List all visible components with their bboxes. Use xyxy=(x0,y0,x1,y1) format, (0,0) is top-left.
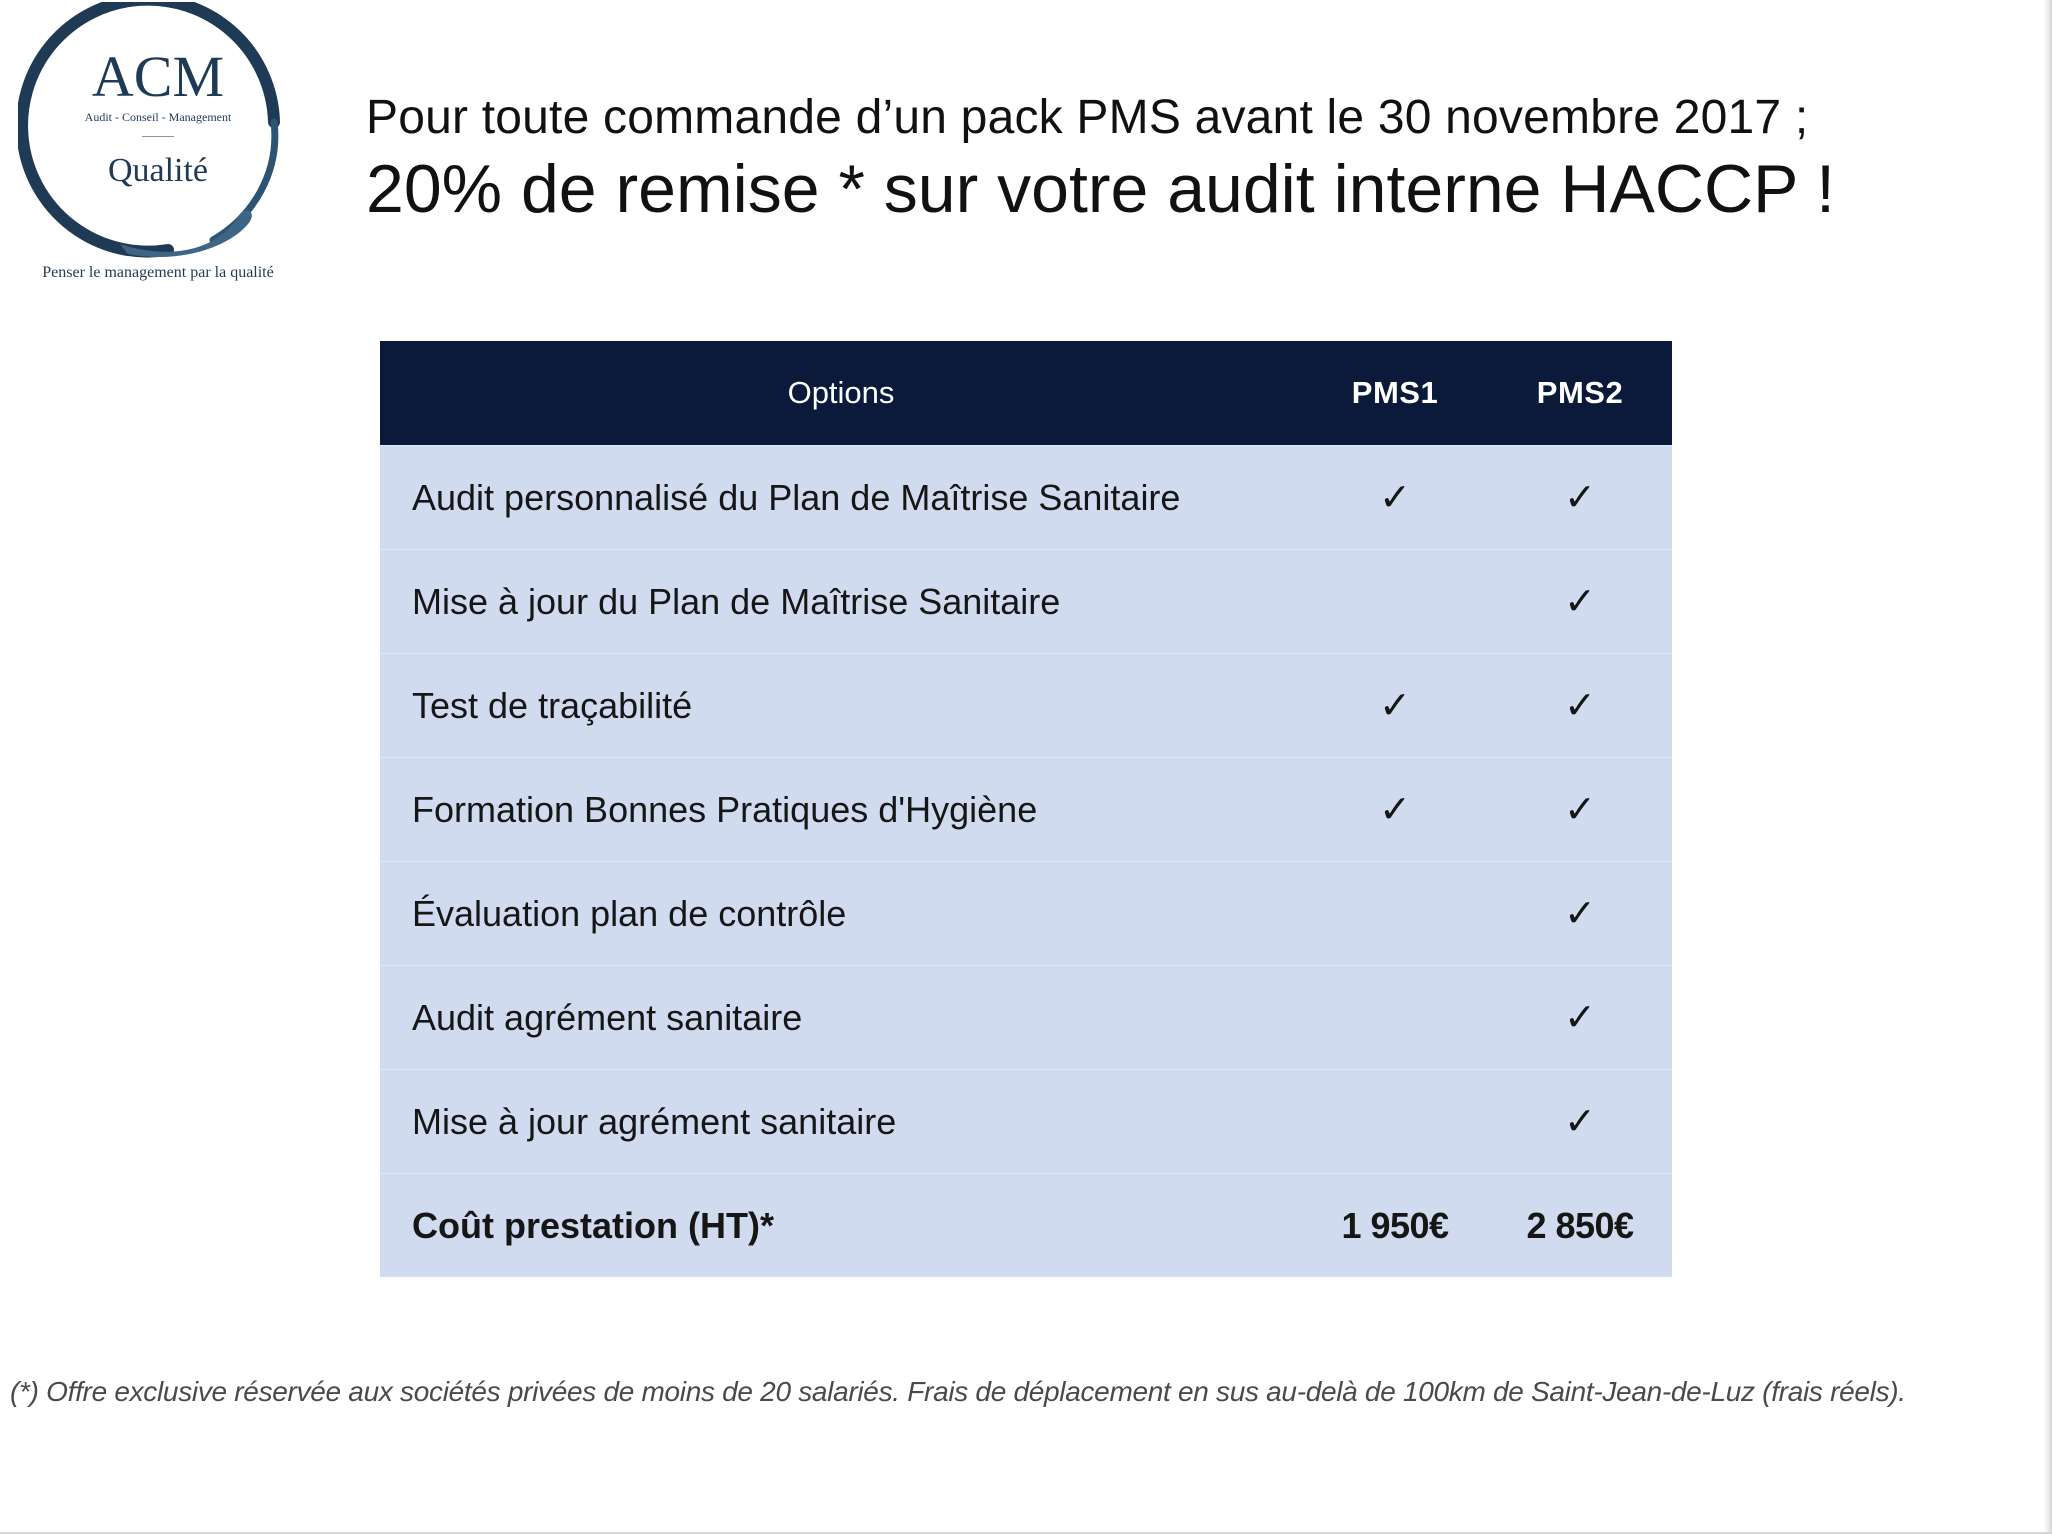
table-total-row xyxy=(380,1174,1672,1278)
option-label: Test de traçabilité xyxy=(380,654,1302,758)
option-label: Audit agrément sanitaire xyxy=(380,966,1302,1070)
table-row xyxy=(380,1070,1672,1174)
table-row xyxy=(380,654,1672,758)
logo-subtitle: Audit - Conseil - Management xyxy=(84,110,232,124)
pms2-check-icon: ✓ xyxy=(1488,758,1672,862)
table-header-row xyxy=(380,341,1672,446)
page-edge-shadow xyxy=(2044,0,2052,1534)
pms2-check-icon: ✓ xyxy=(1488,446,1672,550)
logo-word: Qualité xyxy=(107,152,209,189)
header-pms1: PMS1 xyxy=(1302,341,1488,446)
pms1-check-icon: ✓ xyxy=(1302,654,1488,758)
pms1-check-cell xyxy=(1302,862,1488,966)
table-row xyxy=(380,550,1672,654)
pms2-check-icon: ✓ xyxy=(1488,1070,1672,1174)
logo-abbreviation: ACM xyxy=(91,44,225,109)
total-label: Coût prestation (HT)* xyxy=(380,1174,1302,1278)
option-label: Mise à jour du Plan de Maîtrise Sanitaire xyxy=(380,550,1302,654)
headline-discount: 20% de remise * sur votre audit interne HACCP ! xyxy=(366,151,1835,227)
pms1-check-icon: ✓ xyxy=(1302,758,1488,862)
footnote: (*) Offre exclusive réservée aux sociétés privées de moins de 20 salariés. Frais de déplacement en sus au-delà de 100km de Saint-Jean-de-Luz (frais réels). xyxy=(10,1376,1906,1407)
table-header xyxy=(380,341,1672,446)
header-options: Options xyxy=(380,341,1302,446)
table-body xyxy=(380,446,1672,1278)
pms2-check-icon: ✓ xyxy=(1488,654,1672,758)
pms2-price: 2 850€ xyxy=(1488,1174,1672,1278)
pms2-check-icon: ✓ xyxy=(1488,550,1672,654)
option-label: Évaluation plan de contrôle xyxy=(380,862,1302,966)
logo-divider xyxy=(142,136,174,137)
table-row xyxy=(380,446,1672,550)
table-row xyxy=(380,862,1672,966)
pms1-check-cell xyxy=(1302,550,1488,654)
table-row xyxy=(380,966,1672,1070)
pms1-price: 1 950€ xyxy=(1302,1174,1488,1278)
option-label: Formation Bonnes Pratiques d'Hygiène xyxy=(380,758,1302,862)
logo-tagline: Penser le management par la qualité xyxy=(42,264,274,281)
pms2-check-icon: ✓ xyxy=(1488,966,1672,1070)
header-pms2: PMS2 xyxy=(1488,341,1672,446)
pms2-check-icon: ✓ xyxy=(1488,862,1672,966)
pms1-check-cell xyxy=(1302,1070,1488,1174)
option-label: Audit personnalisé du Plan de Maîtrise Sanitaire xyxy=(380,446,1302,550)
headline-offer-condition: Pour toute commande d’un pack PMS avant le 30 novembre 2017 ; xyxy=(366,91,1809,144)
pms1-check-icon: ✓ xyxy=(1302,446,1488,550)
table-row xyxy=(380,758,1672,862)
company-logo xyxy=(18,2,298,292)
option-label: Mise à jour agrément sanitaire xyxy=(380,1070,1302,1174)
pricing-table xyxy=(380,341,1672,1277)
pms1-check-cell xyxy=(1302,966,1488,1070)
